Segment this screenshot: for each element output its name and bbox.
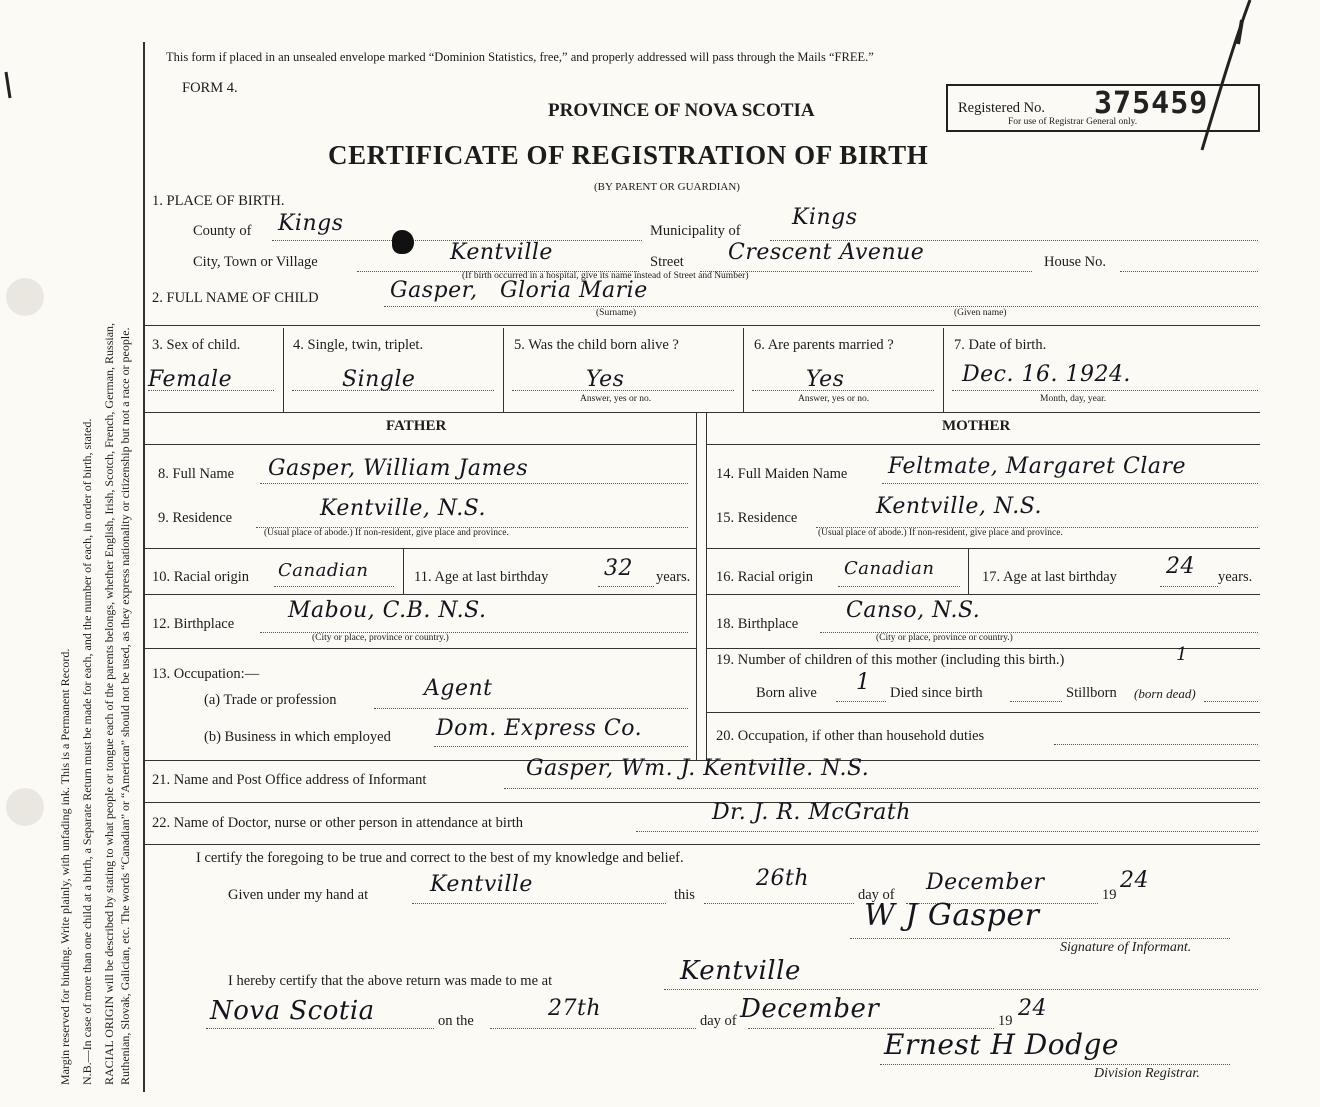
father-rule-2 (145, 548, 696, 549)
mother-age: 24 (1166, 554, 1195, 579)
registrar-signature-label: Division Registrar. (1094, 1066, 1200, 1081)
father-rule-4 (145, 648, 696, 649)
mother-name-line (882, 483, 1258, 484)
municipality-label: Municipality of (650, 223, 741, 239)
province-heading: PROVINCE OF NOVA SCOTIA (548, 100, 815, 121)
registrar-dayof-label: day of (700, 1013, 737, 1029)
surname-note: (Surname) (596, 308, 637, 318)
mother-race-label: 16. Racial origin (716, 569, 814, 585)
registrar-day: 27th (548, 996, 602, 1021)
county-label: County of (193, 223, 252, 239)
given-place-line (412, 903, 666, 904)
certify-year: 24 (1120, 868, 1149, 893)
child-given-name: Gloria Marie (500, 278, 648, 303)
county-value: Kings (278, 211, 344, 236)
margin-note-3: RACIAL ORIGIN will be described by stating to what people or tongue each of the parents belongs, whether English, Irish, Scotch, French, German, Russian, (102, 322, 116, 1085)
plurality-value: Single (342, 367, 416, 392)
street-value: Crescent Avenue (728, 240, 925, 265)
mother-race: Canadian (844, 558, 935, 579)
dob-line (952, 390, 1258, 391)
certify-day-line (704, 903, 854, 904)
margin-note-1: Margin reserved for binding. Write plainly, with unfading ink. This is a Permanent Record. (58, 648, 72, 1085)
mother-birthplace: Canso, N.S. (846, 598, 981, 623)
binding-hole-bottom (6, 788, 44, 826)
registrar-day-line (490, 1028, 696, 1029)
married-label: 6. Are parents married ? (754, 337, 894, 353)
margin-note-4: Ruthenian, Slovak, Galician, etc. The words “Canadian” or “American” should not be used, as they express nationality or citizenship but not a race or people. (118, 327, 132, 1085)
stillborn-line (1204, 701, 1258, 702)
alive-note: Answer, yes or no. (580, 394, 652, 404)
signature-line (850, 938, 1230, 939)
father-rule-1 (145, 444, 696, 445)
margin-note-2: N.B.—In case of more than one child at a birth, a Separate Return must be made for each, and the number of each, in order of birth, stated. (80, 418, 94, 1085)
trade-value: Agent (424, 676, 493, 701)
row3-div-4 (943, 328, 944, 412)
registrar-year-prefix: 19 (998, 1013, 1013, 1029)
sex-value: Female (148, 367, 233, 392)
binding-hole-top (6, 278, 44, 316)
mother-residence-note: (Usual place of abode.) If non-resident, give place and province. (818, 528, 1063, 538)
dob-note: Month, day, year. (1040, 394, 1107, 404)
trade-label: (a) Trade or profession (204, 692, 337, 708)
rule-after-doctor (145, 844, 1260, 845)
registrar-signature: Ernest H Dodge (884, 1028, 1119, 1061)
father-race-div (403, 548, 404, 594)
mother-birthplace-label: 18. Birthplace (716, 616, 799, 632)
certify-place: Kentville (430, 872, 533, 897)
certify-year-prefix: 19 (1102, 887, 1117, 903)
registrar-province-line (206, 1028, 434, 1029)
father-birthplace-label: 12. Birthplace (152, 616, 235, 632)
registrar-year: 24 (1018, 996, 1047, 1021)
mother-residence-label: 15. Residence (716, 510, 798, 526)
certify-month: December (926, 870, 1045, 895)
street-note: (If birth occurred in a hospital, give its name instead of Street and Number) (462, 271, 749, 281)
business-line (434, 746, 688, 747)
born-alive-line (836, 701, 886, 702)
father-birthplace-note: (City or place, province or country.) (312, 633, 449, 643)
stillborn-label: Stillborn (1066, 685, 1117, 701)
certificate-subtitle: (BY PARENT OR GUARDIAN) (594, 181, 740, 193)
mother-heading: MOTHER (942, 418, 1011, 434)
mother-left-border (706, 412, 707, 760)
registrar-place-line (664, 989, 1258, 990)
form-left-border (143, 42, 145, 1092)
street-line (700, 271, 1032, 272)
child-surname: Gasper, (390, 278, 478, 303)
certify-text: I certify the foregoing to be true and correct to the best of my knowledge and belief. (196, 850, 684, 866)
mother-rule-1 (706, 444, 1260, 445)
doctor-line (636, 831, 1258, 832)
father-name-line (260, 483, 688, 484)
registrar-place: Kentville (680, 956, 801, 986)
registered-label: Registered No. (958, 100, 1045, 116)
informant-value: Gasper, Wm. J. Kentville. N.S. (526, 756, 870, 781)
father-residence-label: 9. Residence (158, 510, 233, 526)
house-label: House No. (1044, 254, 1107, 270)
business-label: (b) Business in which employed (204, 729, 391, 745)
mother-rule-5 (706, 712, 1260, 713)
father-race-label: 10. Racial origin (152, 569, 250, 585)
father-birthplace: Mabou, C.B. N.S. (288, 598, 487, 623)
father-age-line (598, 586, 654, 587)
municipality-value: Kings (792, 205, 858, 230)
certificate-title: CERTIFICATE OF REGISTRATION OF BIRTH (328, 140, 929, 170)
child-name-label: 2. FULL NAME OF CHILD (152, 290, 319, 306)
informant-line (504, 788, 1258, 789)
pen-mark-top-right (1180, 0, 1260, 200)
dayof-label: day of (858, 887, 895, 903)
dob-value: Dec. 16. 1924. (962, 362, 1131, 387)
rule-before-parents (145, 412, 1260, 413)
registered-note: For use of Registrar General only. (1008, 117, 1138, 127)
doctor-label: 22. Name of Doctor, nurse or other person in attendance at birth (152, 815, 524, 831)
registrar-month: December (740, 994, 880, 1024)
occupation-label: 13. Occupation:— (152, 666, 260, 682)
mother-name: Feltmate, Margaret Clare (888, 454, 1187, 479)
doctor-value: Dr. J. R. McGrath (712, 800, 911, 825)
informant-signature: W J Gasper (864, 898, 1040, 933)
father-residence-note: (Usual place of abode.) If non-resident, give place and province. (264, 528, 509, 538)
this-label: this (674, 887, 695, 903)
alive-value: Yes (586, 367, 625, 392)
business-value: Dom. Express Co. (436, 716, 643, 741)
father-name: Gasper, William James (268, 456, 529, 481)
mother-years-label: years. (1218, 569, 1253, 585)
form-number: FORM 4. (182, 80, 238, 96)
registrar-on-label: on the (438, 1013, 474, 1029)
given-name-note: (Given name) (954, 308, 1007, 318)
registrar-text: I hereby certify that the above return was made to me at (228, 973, 553, 989)
father-residence: Kentville, N.S. (320, 496, 487, 521)
father-age: 32 (604, 556, 633, 581)
mother-occupation-line (1054, 744, 1258, 745)
father-heading: FATHER (386, 418, 447, 434)
father-years-label: years. (656, 569, 691, 585)
street-label: Street (650, 254, 684, 270)
informant-label: 21. Name and Post Office address of Informant (152, 772, 427, 788)
mother-occupation-label: 20. Occupation, if other than household duties (716, 728, 985, 744)
died-since-birth-label: Died since birth (890, 685, 983, 701)
place-heading: 1. PLACE OF BIRTH. (152, 193, 285, 209)
mother-age-line (1160, 586, 1218, 587)
house-line (1120, 271, 1258, 272)
pen-mark-top-left (0, 70, 20, 110)
father-rule-3 (145, 594, 696, 595)
row3-div-3 (743, 328, 744, 412)
born-alive-label: Born alive (756, 685, 817, 701)
mother-age-label: 17. Age at last birthday (982, 569, 1117, 585)
city-value: Kentville (450, 240, 553, 265)
dob-label: 7. Date of birth. (954, 337, 1047, 353)
alive-label: 5. Was the child born alive ? (514, 337, 679, 353)
born-alive-value: 1 (856, 670, 871, 695)
city-label: City, Town or Village (193, 254, 318, 270)
sex-label: 3. Sex of child. (152, 337, 241, 353)
mother-residence: Kentville, N.S. (876, 494, 1043, 519)
mother-birthplace-note: (City or place, province or country.) (876, 633, 1013, 643)
father-race: Canadian (278, 560, 369, 581)
registrar-province: Nova Scotia (210, 996, 375, 1026)
mother-rule-3 (706, 594, 1260, 595)
stillborn-note: (born dead) (1134, 686, 1196, 701)
given-under-label: Given under my hand at (228, 887, 369, 903)
mother-rule-2 (706, 548, 1260, 549)
father-name-label: 8. Full Name (158, 466, 235, 482)
children-count: 1 (1176, 644, 1188, 665)
father-right-border (696, 412, 697, 760)
mother-race-line (838, 586, 960, 587)
plurality-label: 4. Single, twin, triplet. (293, 337, 424, 353)
row3-div-1 (283, 328, 284, 412)
mailing-note: This form if placed in an unsealed envelope marked “Dominion Statistics, free,” and properly addressed will pass through the Mails “FREE.” (166, 50, 874, 64)
father-age-label: 11. Age at last birthday (414, 569, 549, 585)
mother-race-div (968, 548, 969, 594)
child-name-line (384, 306, 1258, 307)
row3-div-2 (503, 328, 504, 412)
children-count-label: 19. Number of children of this mother (including this birth.) (716, 652, 1065, 668)
rule-after-name (145, 325, 1260, 326)
certify-day: 26th (756, 866, 810, 891)
ink-blot (392, 230, 414, 254)
rule-after-informant (145, 802, 1260, 803)
informant-signature-label: Signature of Informant. (1060, 940, 1192, 955)
trade-line (374, 708, 688, 709)
married-value: Yes (806, 367, 845, 392)
father-race-line (274, 586, 394, 587)
died-line (1010, 701, 1062, 702)
registrar-signature-line (880, 1064, 1230, 1065)
registered-number: 375459 (1094, 86, 1209, 121)
married-note: Answer, yes or no. (798, 394, 870, 404)
mother-name-label: 14. Full Maiden Name (716, 466, 848, 482)
